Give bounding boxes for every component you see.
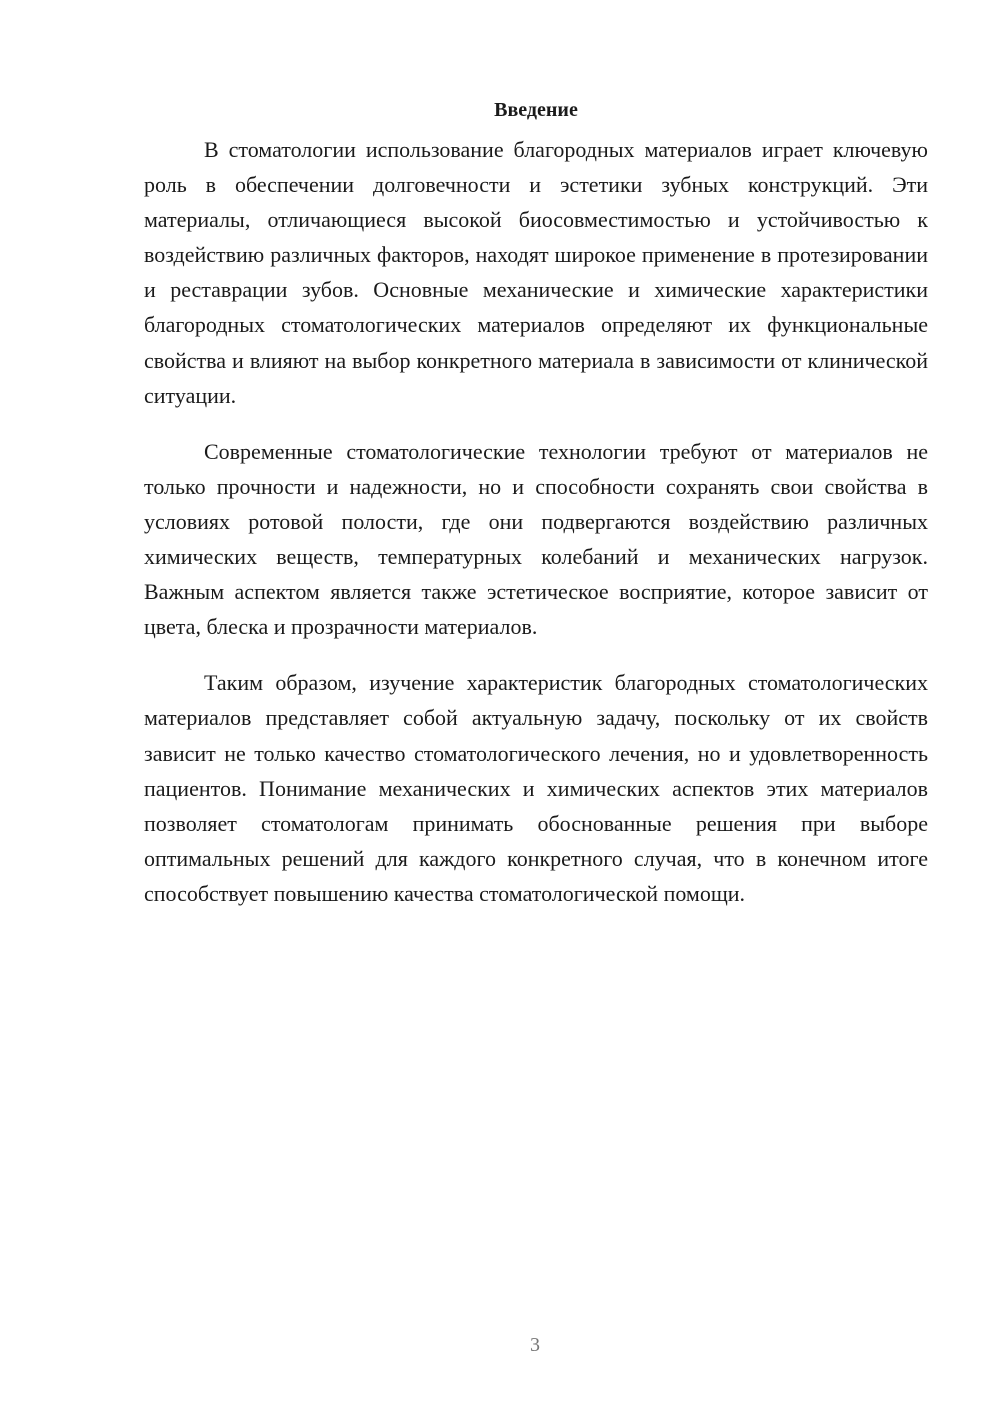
paragraph-1: В стоматологии использование благородных материалов играет ключевую роль в обеспечении долговечности и эстетики зубных конструкций. Эти материалы, отличающиеся высокой биосовместимостью и устойчивостью к воздействию различных факторов, находят широкое применение в протезировании и реставрации зубов. Основные механические и химические характеристики благородных стоматологических материалов определяют их функциональные свойства и влияют на выбор конкретного материала в зависимости от клинической ситуации. [144,137,928,408]
page-content [144,92,928,911]
page-number: 3 [530,1334,540,1356]
paragraph-3: Таким образом, изучение характеристик благородных стоматологических материалов представляет собой актуальную задачу, поскольку от их свойств зависит не только качество стоматологического лечения, но и удовлетворенность пациентов. Понимание механических и химических аспектов этих материалов позволяет стоматологам принимать обоснованные решения при выборе оптимальных решений для каждого конкретного случая, что в конечном итоге способствует повышению качества стоматологической помощи. [144,670,928,906]
section-title: Введение [494,99,578,121]
paragraph-2: Современные стоматологические технологии требуют от материалов не только прочности и надежности, но и способности сохранять свои свойства в условиях ротовой полости, где они подвергаются воздействию различных химических веществ, температурных колебаний и механических нагрузок. Важным аспектом является также эстетическое восприятие, которое зависит от цвета, блеска и прозрачности материалов. [144,438,928,640]
